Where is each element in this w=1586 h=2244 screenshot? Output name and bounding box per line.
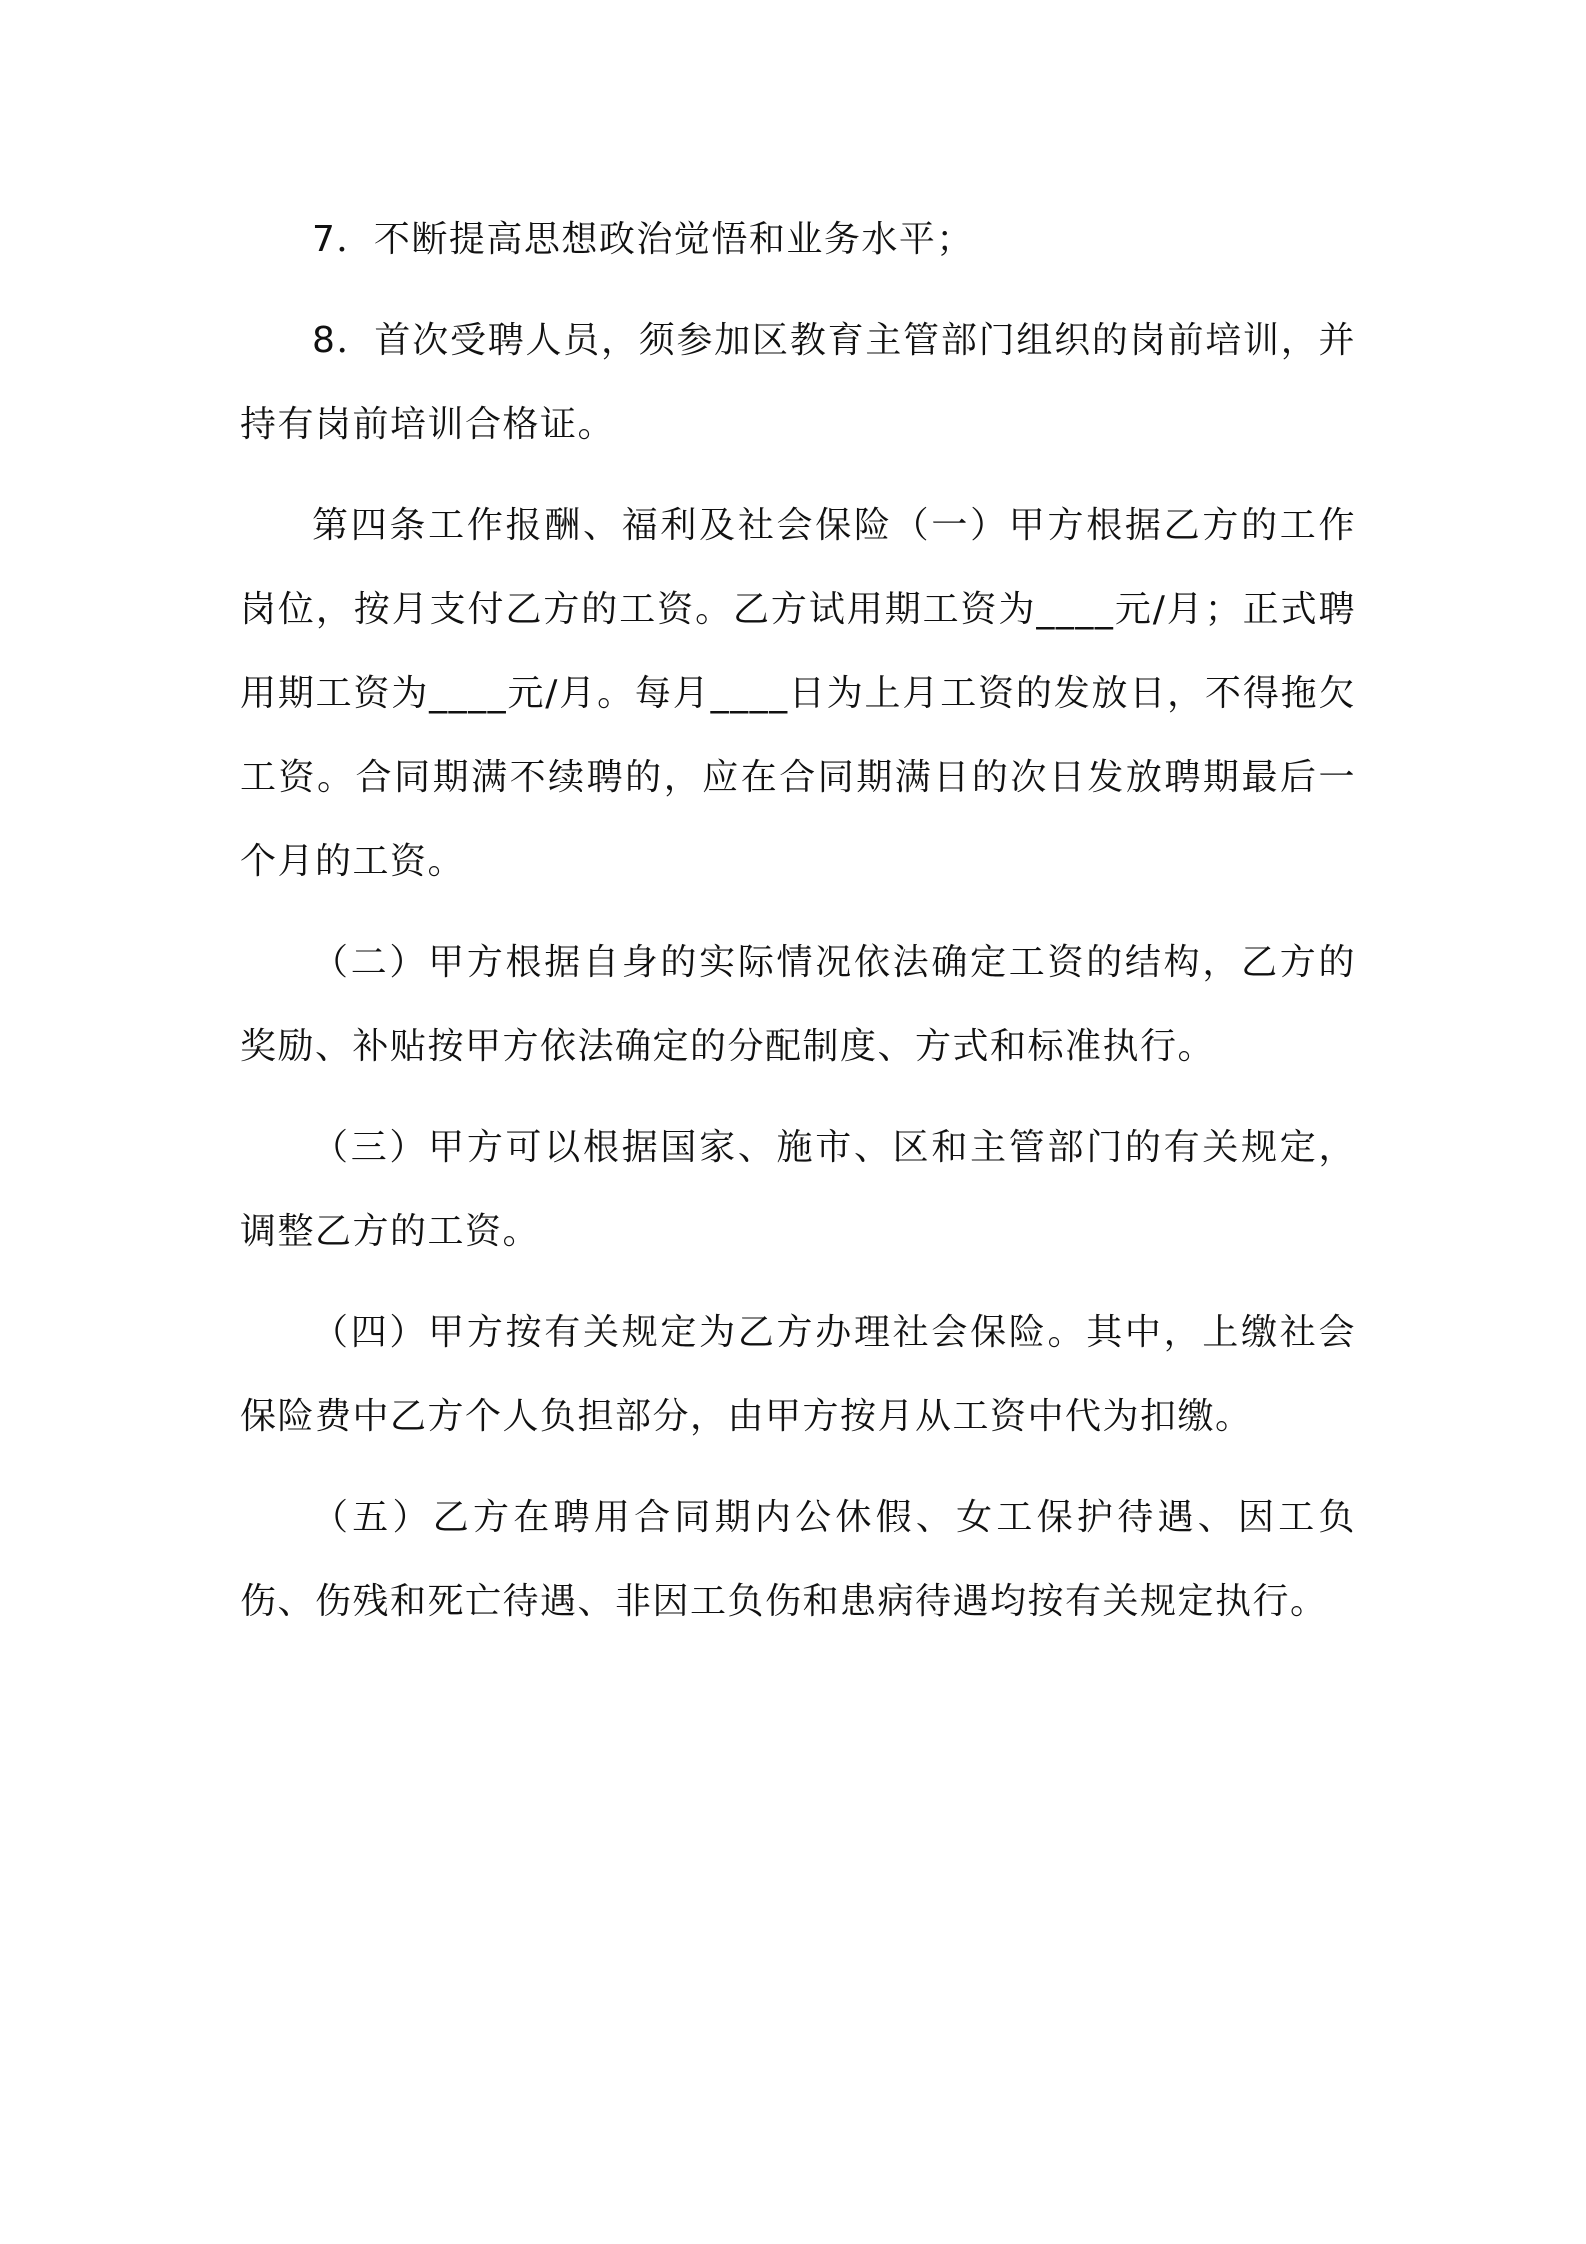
clause-8: 8．首次受聘人员，须参加区教育主管部门组织的岗前培训，并持有岗前培训合格证。 xyxy=(240,320,1356,445)
article-4-part-1: 第四条工作报酬、福利及社会保险（一）甲方根据乙方的工作岗位，按月支付乙方的工资。乙方试用期工资为____元/月；正式聘用期工资为____元/月。每月____日为上月工资的发放日，不得拖欠工资。合同期满不续聘的，应在合同期满日的次日发放聘期最后一个月的工资。 xyxy=(240,505,1356,882)
clause-7: 7．不断提高思想政治觉悟和业务水平； xyxy=(312,219,974,260)
article-4-part-3: （三）甲方可以根据国家、施市、区和主管部门的有关规定，调整乙方的工资。 xyxy=(240,1127,1356,1252)
article-4-part-2: （二）甲方根据自身的实际情况依法确定工资的结构，乙方的奖励、补贴按甲方依法确定的分配制度、方式和标准执行。 xyxy=(240,942,1356,1067)
document-body xyxy=(240,198,1356,1661)
article-4-part-4: （四）甲方按有关规定为乙方办理社会保险。其中，上缴社会保险费中乙方个人负担部分，由甲方按月从工资中代为扣缴。 xyxy=(240,1312,1356,1437)
article-4-part-5: （五）乙方在聘用合同期内公休假、女工保护待遇、因工负伤、伤残和死亡待遇、非因工负伤和患病待遇均按有关规定执行。 xyxy=(240,1497,1356,1622)
